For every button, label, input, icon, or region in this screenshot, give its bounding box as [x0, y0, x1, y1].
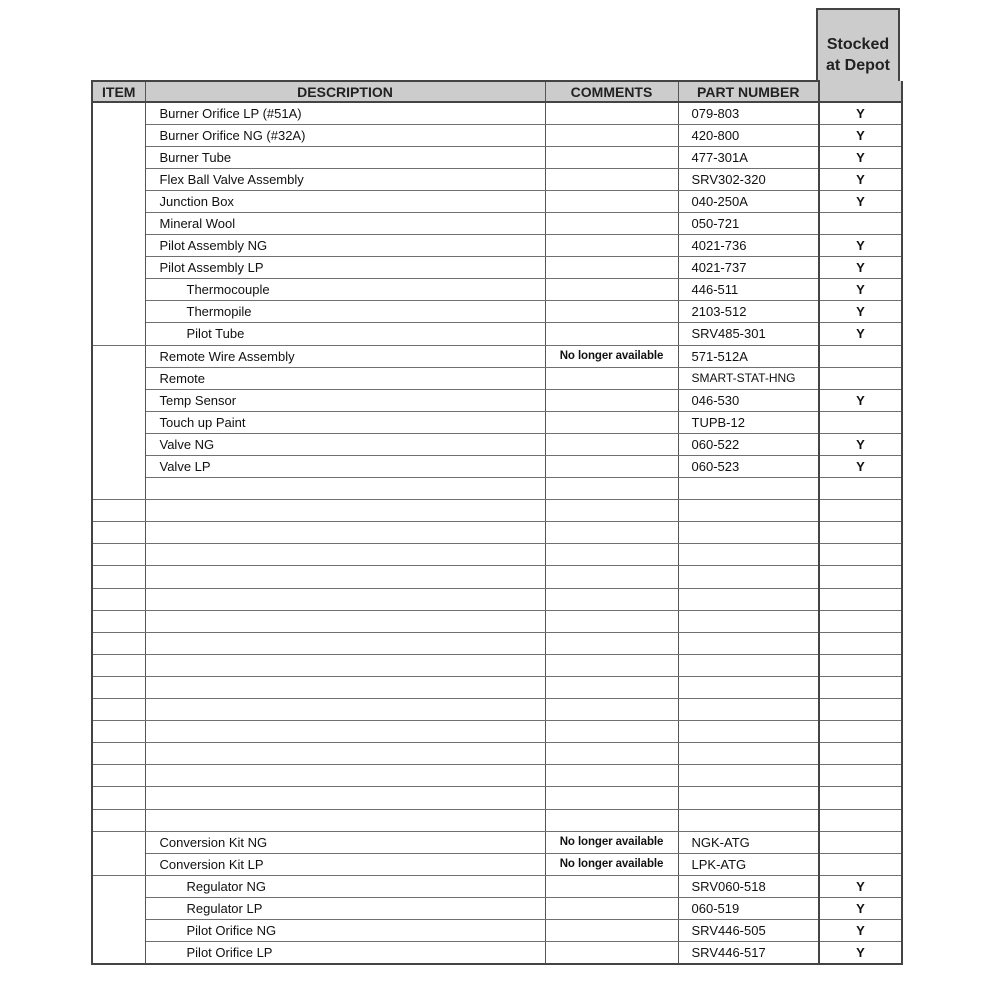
- item-cell: [92, 632, 145, 654]
- part-number-cell: 060-523: [678, 456, 819, 478]
- part-number-cell: [678, 654, 819, 676]
- table-row: [92, 389, 902, 411]
- comment-cell: [545, 610, 678, 632]
- parts-table-body: [92, 102, 902, 964]
- item-cell: [92, 367, 145, 389]
- part-number-cell: [678, 522, 819, 544]
- comment-cell: [545, 566, 678, 588]
- part-number-cell: [678, 699, 819, 721]
- table-row: [92, 544, 902, 566]
- item-cell: [92, 765, 145, 787]
- stocked-cell: Y: [819, 301, 902, 323]
- part-number-cell: SRV446-505: [678, 919, 819, 941]
- table-row: [92, 456, 902, 478]
- comment-cell: [545, 500, 678, 522]
- description-column-header: DESCRIPTION: [145, 81, 545, 102]
- comment-cell: [545, 654, 678, 676]
- item-cell: [92, 875, 145, 897]
- description-cell: [145, 765, 545, 787]
- part-number-cell: 4021-737: [678, 257, 819, 279]
- table-row: [92, 235, 902, 257]
- part-number-cell: 571-512A: [678, 345, 819, 367]
- stocked-cell: [819, 632, 902, 654]
- part-number-cell: [678, 632, 819, 654]
- description-cell: Regulator NG: [145, 875, 545, 897]
- table-row: [92, 897, 902, 919]
- item-cell: [92, 235, 145, 257]
- description-cell: [145, 743, 545, 765]
- comment-cell: [545, 168, 678, 190]
- item-cell: [92, 146, 145, 168]
- item-cell: [92, 743, 145, 765]
- part-number-cell: 446-511: [678, 279, 819, 301]
- stocked-cell: Y: [819, 235, 902, 257]
- table-row: [92, 875, 902, 897]
- description-cell: Pilot Tube: [145, 323, 545, 345]
- comment-cell: [545, 632, 678, 654]
- table-row: [92, 367, 902, 389]
- table-row: [92, 478, 902, 500]
- description-cell: [145, 522, 545, 544]
- part-number-cell: 040-250A: [678, 190, 819, 212]
- stocked-cell: Y: [819, 279, 902, 301]
- comment-cell: [545, 279, 678, 301]
- stocked-column-header: [819, 81, 902, 102]
- description-cell: Burner Orifice NG (#32A): [145, 124, 545, 146]
- comment-cell: [545, 235, 678, 257]
- part-number-cell: 046-530: [678, 389, 819, 411]
- part-number-cell: [678, 500, 819, 522]
- comment-cell: [545, 212, 678, 234]
- comment-cell: No longer available: [545, 831, 678, 853]
- item-cell: [92, 809, 145, 831]
- description-cell: Junction Box: [145, 190, 545, 212]
- item-cell: [92, 654, 145, 676]
- table-row: [92, 699, 902, 721]
- stocked-cell: [819, 411, 902, 433]
- description-cell: [145, 721, 545, 743]
- table-row: [92, 433, 902, 455]
- stocked-cell: Y: [819, 190, 902, 212]
- stocked-cell: [819, 566, 902, 588]
- comment-cell: [545, 897, 678, 919]
- description-cell: Burner Tube: [145, 146, 545, 168]
- part-number-cell: [678, 787, 819, 809]
- stocked-cell: [819, 212, 902, 234]
- item-cell: [92, 212, 145, 234]
- item-cell: [92, 102, 145, 124]
- description-cell: [145, 566, 545, 588]
- stocked-cell: Y: [819, 102, 902, 124]
- description-cell: [145, 478, 545, 500]
- stocked-cell: [819, 588, 902, 610]
- description-cell: Mineral Wool: [145, 212, 545, 234]
- comment-cell: [545, 411, 678, 433]
- item-cell: [92, 544, 145, 566]
- item-cell: [92, 389, 145, 411]
- stocked-cell: [819, 765, 902, 787]
- stocked-cell: [819, 699, 902, 721]
- comment-cell: [545, 919, 678, 941]
- comment-cell: [545, 522, 678, 544]
- item-cell: [92, 433, 145, 455]
- part-number-cell: 060-519: [678, 897, 819, 919]
- part-number-cell: SMART-STAT-HNG: [678, 367, 819, 389]
- stocked-cell: [819, 676, 902, 698]
- description-cell: Temp Sensor: [145, 389, 545, 411]
- description-cell: [145, 699, 545, 721]
- comment-cell: [545, 942, 678, 964]
- table-row: [92, 411, 902, 433]
- item-cell: [92, 323, 145, 345]
- stocked-at-depot-header: Stocked at Depot: [816, 8, 900, 101]
- comment-cell: No longer available: [545, 345, 678, 367]
- description-cell: Remote: [145, 367, 545, 389]
- comment-cell: [545, 323, 678, 345]
- item-cell: [92, 124, 145, 146]
- item-column-header: ITEM: [92, 81, 145, 102]
- part-number-cell: [678, 610, 819, 632]
- comment-cell: [545, 124, 678, 146]
- part-number-cell: NGK-ATG: [678, 831, 819, 853]
- table-row: [92, 743, 902, 765]
- description-cell: Conversion Kit LP: [145, 853, 545, 875]
- comment-cell: [545, 190, 678, 212]
- table-row: [92, 168, 902, 190]
- description-cell: Touch up Paint: [145, 411, 545, 433]
- stocked-cell: Y: [819, 919, 902, 941]
- stocked-cell: Y: [819, 389, 902, 411]
- comment-cell: [545, 875, 678, 897]
- comment-cell: [545, 146, 678, 168]
- stocked-cell: [819, 721, 902, 743]
- part-number-cell: 2103-512: [678, 301, 819, 323]
- description-cell: [145, 654, 545, 676]
- description-cell: Valve NG: [145, 433, 545, 455]
- part-number-cell: 477-301A: [678, 146, 819, 168]
- part-number-cell: TUPB-12: [678, 411, 819, 433]
- part-number-cell: 060-522: [678, 433, 819, 455]
- table-row: [92, 853, 902, 875]
- table-row: [92, 301, 902, 323]
- comment-cell: [545, 743, 678, 765]
- item-cell: [92, 699, 145, 721]
- part-number-cell: [678, 743, 819, 765]
- table-row: [92, 124, 902, 146]
- comment-cell: [545, 544, 678, 566]
- description-cell: [145, 500, 545, 522]
- stocked-cell: [819, 478, 902, 500]
- item-cell: [92, 610, 145, 632]
- table-row: [92, 787, 902, 809]
- stocked-cell: Y: [819, 897, 902, 919]
- table-row: [92, 102, 902, 124]
- part-number-cell: 4021-736: [678, 235, 819, 257]
- comment-cell: [545, 809, 678, 831]
- table-row: [92, 654, 902, 676]
- item-cell: [92, 411, 145, 433]
- stocked-cell: [819, 654, 902, 676]
- description-cell: [145, 632, 545, 654]
- description-cell: [145, 544, 545, 566]
- stocked-cell: Y: [819, 168, 902, 190]
- item-cell: [92, 831, 145, 853]
- table-row: [92, 566, 902, 588]
- description-cell: Pilot Assembly NG: [145, 235, 545, 257]
- comment-cell: [545, 478, 678, 500]
- part-number-cell: [678, 478, 819, 500]
- description-cell: [145, 610, 545, 632]
- item-cell: [92, 257, 145, 279]
- table-row: [92, 632, 902, 654]
- description-cell: [145, 588, 545, 610]
- item-cell: [92, 566, 145, 588]
- stocked-cell: Y: [819, 124, 902, 146]
- table-row: [92, 721, 902, 743]
- item-cell: [92, 478, 145, 500]
- item-cell: [92, 500, 145, 522]
- stocked-cell: [819, 787, 902, 809]
- table-row: [92, 190, 902, 212]
- stocked-cell: [819, 831, 902, 853]
- description-cell: [145, 787, 545, 809]
- description-cell: Thermocouple: [145, 279, 545, 301]
- comment-cell: [545, 102, 678, 124]
- table-row: [92, 610, 902, 632]
- table-row: [92, 212, 902, 234]
- description-cell: [145, 809, 545, 831]
- item-cell: [92, 721, 145, 743]
- comments-column-header: COMMENTS: [545, 81, 678, 102]
- comment-cell: [545, 367, 678, 389]
- part-number-cell: SRV060-518: [678, 875, 819, 897]
- item-cell: [92, 919, 145, 941]
- stocked-cell: [819, 853, 902, 875]
- item-cell: [92, 522, 145, 544]
- item-cell: [92, 853, 145, 875]
- item-cell: [92, 676, 145, 698]
- table-row: [92, 831, 902, 853]
- table-row: [92, 919, 902, 941]
- stocked-cell: Y: [819, 323, 902, 345]
- table-row: [92, 588, 902, 610]
- description-cell: Flex Ball Valve Assembly: [145, 168, 545, 190]
- stocked-cell: Y: [819, 146, 902, 168]
- comment-cell: [545, 389, 678, 411]
- description-cell: Valve LP: [145, 456, 545, 478]
- description-cell: Burner Orifice LP (#51A): [145, 102, 545, 124]
- stocked-cell: [819, 500, 902, 522]
- table-row: [92, 765, 902, 787]
- item-cell: [92, 190, 145, 212]
- stocked-cell: Y: [819, 875, 902, 897]
- comment-cell: No longer available: [545, 853, 678, 875]
- part-number-cell: SRV446-517: [678, 942, 819, 964]
- item-cell: [92, 787, 145, 809]
- comment-cell: [545, 301, 678, 323]
- comment-cell: [545, 721, 678, 743]
- item-cell: [92, 279, 145, 301]
- parts-table: [91, 80, 903, 965]
- stocked-cell: [819, 345, 902, 367]
- item-cell: [92, 345, 145, 367]
- item-cell: [92, 897, 145, 919]
- comment-cell: [545, 787, 678, 809]
- table-row: [92, 676, 902, 698]
- stocked-cell: Y: [819, 942, 902, 964]
- part-number-cell: LPK-ATG: [678, 853, 819, 875]
- part-number-cell: SRV485-301: [678, 323, 819, 345]
- table-row: [92, 279, 902, 301]
- stocked-cell: Y: [819, 257, 902, 279]
- description-cell: Conversion Kit NG: [145, 831, 545, 853]
- description-cell: Remote Wire Assembly: [145, 345, 545, 367]
- stocked-cell: [819, 809, 902, 831]
- comment-cell: [545, 257, 678, 279]
- part-number-cell: 079-803: [678, 102, 819, 124]
- stocked-cell: [819, 610, 902, 632]
- part-number-cell: [678, 765, 819, 787]
- description-cell: Pilot Orifice NG: [145, 919, 545, 941]
- item-cell: [92, 301, 145, 323]
- comment-cell: [545, 433, 678, 455]
- table-row: [92, 809, 902, 831]
- description-cell: Pilot Orifice LP: [145, 942, 545, 964]
- part-number-cell: [678, 809, 819, 831]
- part-number-cell: 420-800: [678, 124, 819, 146]
- comment-cell: [545, 456, 678, 478]
- stocked-cell: [819, 544, 902, 566]
- part-number-cell: [678, 544, 819, 566]
- part-number-cell: [678, 721, 819, 743]
- item-cell: [92, 588, 145, 610]
- part-number-column-header: PART NUMBER: [678, 81, 819, 102]
- description-cell: Regulator LP: [145, 897, 545, 919]
- part-number-cell: SRV302-320: [678, 168, 819, 190]
- table-row: [92, 522, 902, 544]
- stocked-cell: Y: [819, 433, 902, 455]
- table-row: [92, 942, 902, 964]
- part-number-cell: [678, 676, 819, 698]
- item-cell: [92, 456, 145, 478]
- item-cell: [92, 942, 145, 964]
- comment-cell: [545, 765, 678, 787]
- part-number-cell: [678, 566, 819, 588]
- part-number-cell: [678, 588, 819, 610]
- comment-cell: [545, 588, 678, 610]
- part-number-cell: 050-721: [678, 212, 819, 234]
- table-row: [92, 146, 902, 168]
- table-row: [92, 345, 902, 367]
- item-cell: [92, 168, 145, 190]
- description-cell: Thermopile: [145, 301, 545, 323]
- table-row: [92, 500, 902, 522]
- stocked-cell: [819, 743, 902, 765]
- description-cell: [145, 676, 545, 698]
- stocked-cell: Y: [819, 456, 902, 478]
- comment-cell: [545, 676, 678, 698]
- comment-cell: [545, 699, 678, 721]
- table-row: [92, 257, 902, 279]
- description-cell: Pilot Assembly LP: [145, 257, 545, 279]
- stocked-cell: [819, 522, 902, 544]
- table-row: [92, 323, 902, 345]
- stocked-cell: [819, 367, 902, 389]
- table-header-row: [92, 81, 902, 102]
